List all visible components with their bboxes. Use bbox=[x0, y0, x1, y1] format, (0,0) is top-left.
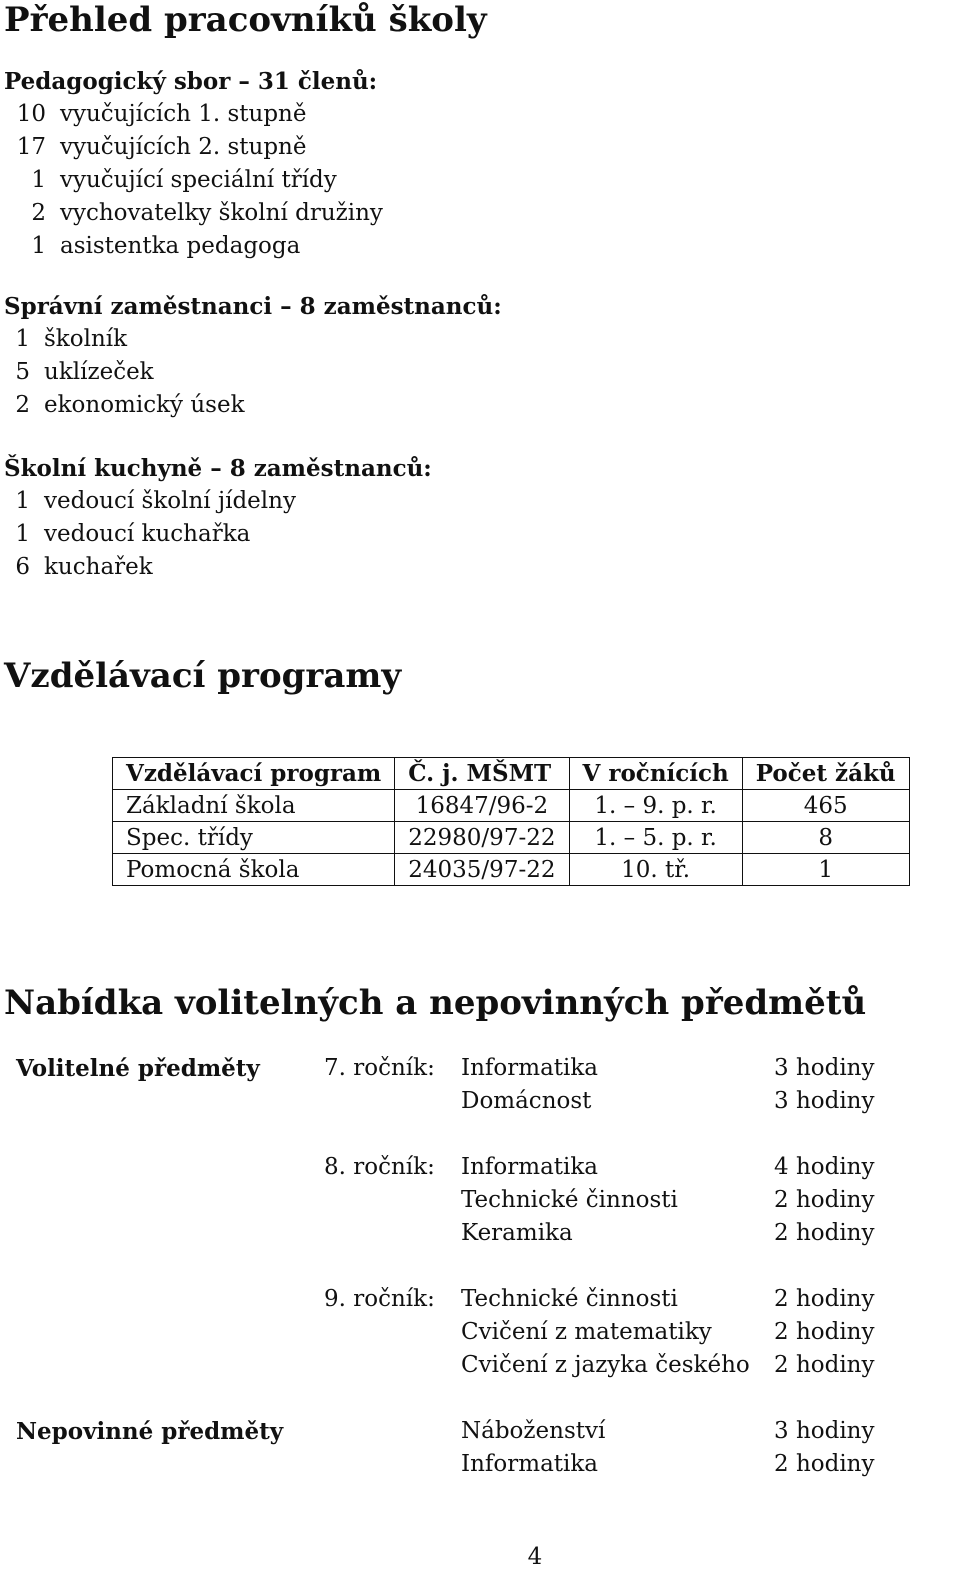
table-cell: 16847/96-2 bbox=[395, 790, 569, 822]
list-item bbox=[4, 164, 383, 197]
item-label: školník bbox=[44, 326, 128, 352]
item-label: vedoucí školní jídelny bbox=[44, 488, 296, 514]
item-count: 1 bbox=[15, 488, 30, 514]
subject-hours: 4 hodiny bbox=[774, 1154, 875, 1180]
grade-label: 7. ročník: bbox=[324, 1055, 435, 1081]
subject-name: Keramika bbox=[461, 1220, 573, 1246]
subject-name: Technické činnosti bbox=[461, 1286, 678, 1312]
table-cell: 465 bbox=[742, 790, 909, 822]
grade-label: 9. ročník: bbox=[324, 1286, 435, 1312]
column-header: V ročnících bbox=[569, 758, 742, 790]
subject-hours: 2 hodiny bbox=[774, 1352, 875, 1378]
item-label: uklízeček bbox=[44, 359, 154, 385]
subjects-title: Nabídka volitelných a nepovinných předmětů bbox=[4, 983, 867, 1023]
item-label: vyučující speciální třídy bbox=[60, 167, 337, 193]
table-cell: 8 bbox=[742, 822, 909, 854]
list-item bbox=[4, 389, 502, 422]
table-cell: 22980/97-22 bbox=[395, 822, 569, 854]
table-cell: 1 bbox=[742, 854, 909, 886]
elective-label: Volitelné předměty bbox=[16, 1055, 260, 1082]
table-cell: Pomocná škola bbox=[113, 854, 395, 886]
item-count: 17 bbox=[16, 134, 46, 160]
list-item bbox=[4, 551, 432, 584]
table-cell: 1. – 5. p. r. bbox=[569, 822, 742, 854]
list-item bbox=[4, 356, 502, 389]
overview-title: Přehled pracovníků školy bbox=[4, 0, 487, 40]
programs-title: Vzdělávací programy bbox=[4, 656, 402, 696]
subject-name: Náboženství bbox=[461, 1418, 606, 1444]
item-count: 6 bbox=[15, 554, 30, 580]
item-label: vychovatelky školní družiny bbox=[60, 200, 383, 226]
table-header-row bbox=[113, 758, 910, 790]
item-count: 1 bbox=[31, 233, 46, 259]
column-header: Č. j. MŠMT bbox=[395, 758, 569, 790]
item-count: 1 bbox=[15, 521, 30, 547]
staff-group-administrative bbox=[4, 290, 502, 422]
list-item bbox=[4, 98, 383, 131]
table-cell: 1. – 9. p. r. bbox=[569, 790, 742, 822]
item-count: 1 bbox=[15, 326, 30, 352]
list-item bbox=[4, 485, 432, 518]
group-heading: Pedagogický sbor – 31 členů: bbox=[4, 68, 378, 95]
column-header: Vzdělávací program bbox=[113, 758, 395, 790]
table-cell: 24035/97-22 bbox=[395, 854, 569, 886]
staff-group-kitchen bbox=[4, 452, 432, 584]
subject-hours: 2 hodiny bbox=[774, 1319, 875, 1345]
item-label: vyučujících 1. stupně bbox=[60, 101, 307, 127]
item-label: vedoucí kuchařka bbox=[44, 521, 251, 547]
subject-hours: 2 hodiny bbox=[774, 1451, 875, 1477]
item-label: asistentka pedagoga bbox=[60, 233, 301, 259]
subject-name: Informatika bbox=[461, 1154, 599, 1180]
list-item bbox=[4, 197, 383, 230]
item-count: 10 bbox=[16, 101, 46, 127]
list-item bbox=[4, 518, 432, 551]
programs-table bbox=[112, 757, 910, 886]
subject-hours: 3 hodiny bbox=[774, 1055, 875, 1081]
item-count: 2 bbox=[31, 200, 46, 226]
list-item bbox=[4, 323, 502, 356]
item-count: 5 bbox=[15, 359, 30, 385]
table-cell: Spec. třídy bbox=[113, 822, 395, 854]
subject-hours: 2 hodiny bbox=[774, 1286, 875, 1312]
subject-name: Cvičení z jazyka českého bbox=[461, 1352, 750, 1378]
group-heading: Správní zaměstnanci – 8 zaměstnanců: bbox=[4, 293, 502, 320]
item-label: vyučujících 2. stupně bbox=[60, 134, 307, 160]
subject-name: Informatika bbox=[461, 1451, 599, 1477]
column-header: Počet žáků bbox=[742, 758, 909, 790]
subject-name: Technické činnosti bbox=[461, 1187, 678, 1213]
subject-name: Cvičení z matematiky bbox=[461, 1319, 712, 1345]
item-count: 1 bbox=[31, 167, 46, 193]
list-item bbox=[4, 131, 383, 164]
subject-name: Informatika bbox=[461, 1055, 599, 1081]
subject-name: Domácnost bbox=[461, 1088, 592, 1114]
table-cell: 10. tř. bbox=[569, 854, 742, 886]
list-item bbox=[4, 230, 383, 263]
item-label: ekonomický úsek bbox=[44, 392, 245, 418]
page-number: 4 bbox=[527, 1544, 543, 1570]
table-row bbox=[113, 790, 910, 822]
optional-label: Nepovinné předměty bbox=[16, 1418, 284, 1445]
table-cell: Základní škola bbox=[113, 790, 395, 822]
subject-hours: 3 hodiny bbox=[774, 1418, 875, 1444]
table-row bbox=[113, 854, 910, 886]
item-label: kuchařek bbox=[44, 554, 153, 580]
subject-hours: 2 hodiny bbox=[774, 1220, 875, 1246]
staff-group-pedagogical bbox=[4, 65, 383, 263]
table-row bbox=[113, 822, 910, 854]
grade-label: 8. ročník: bbox=[324, 1154, 435, 1180]
item-count: 2 bbox=[15, 392, 30, 418]
subject-hours: 3 hodiny bbox=[774, 1088, 875, 1114]
group-heading: Školní kuchyně – 8 zaměstnanců: bbox=[4, 455, 432, 482]
subject-hours: 2 hodiny bbox=[774, 1187, 875, 1213]
